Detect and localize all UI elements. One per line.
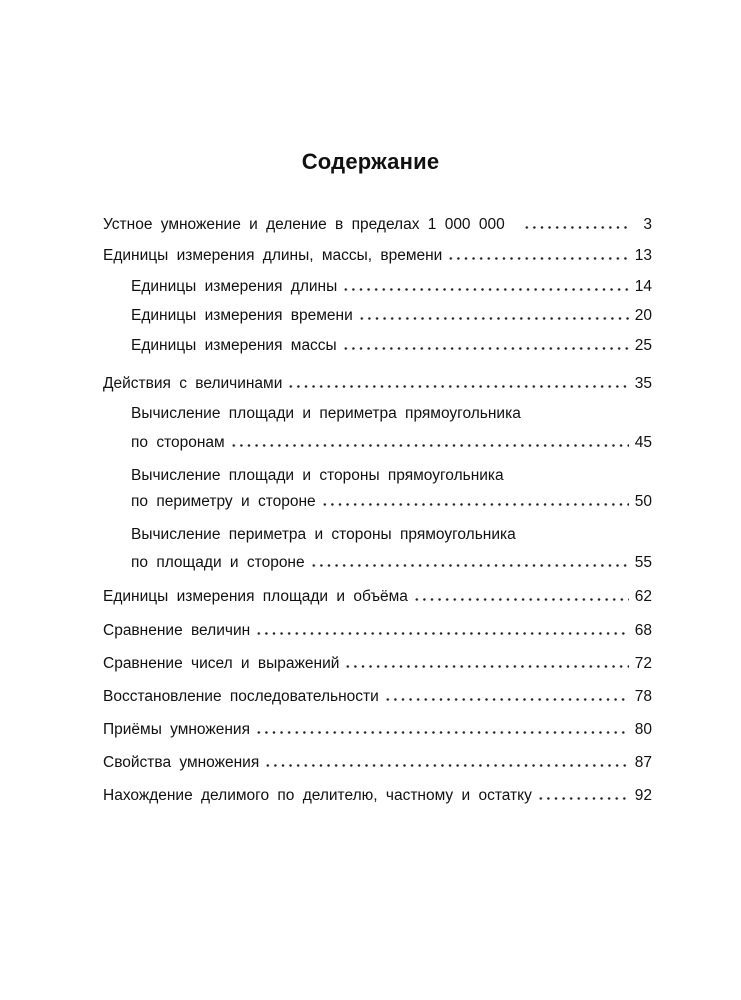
toc-page-number: 50 [634,493,652,510]
dot-leader [255,731,629,734]
dot-leader [358,317,629,320]
toc-entry [103,621,652,641]
toc-entry [103,720,652,740]
toc-subentry [131,433,652,453]
toc-entry [103,246,652,266]
dot-leader [321,503,629,506]
page-title: Содержание [301,149,440,174]
toc-subentry [131,306,652,326]
toc-page-number: 80 [634,721,652,738]
dot-leader [447,257,628,260]
toc-entry-title: Приёмы умножения [103,721,250,738]
toc-entry-title: по сторонам [131,434,225,451]
dot-leader [413,598,629,601]
toc-subentry [131,553,652,573]
toc-entry-title: Единицы измерения площади и объёма [103,588,408,605]
toc-page-number: 92 [634,787,652,804]
toc-entry-title: Единицы измерения времени [131,307,353,324]
toc-page-number: 13 [634,247,652,264]
toc-page-number: 14 [634,278,652,295]
toc-entry [103,215,652,235]
toc-subentry [131,277,652,297]
toc-entry-title: Единицы измерения массы [131,337,337,354]
toc-subentry-title-line: Вычисление площади и стороны прямоугольника [131,467,504,484]
toc-entry-title: Нахождение делимого по делителю, частному и остатку [103,787,532,804]
dot-leader [342,288,629,291]
toc-page-number: 72 [634,655,652,672]
toc-entry-title: Действия с величинами [103,375,283,392]
toc-subentry [131,492,652,512]
toc-page-number: 87 [634,754,652,771]
toc-entry-title: Восстановление последовательности [103,688,379,705]
toc-entry [103,786,652,806]
dot-leader [537,797,629,800]
dot-leader [342,347,629,350]
toc-entry [103,374,652,394]
toc-entry-title: Сравнение чисел и выражений [103,655,340,672]
toc-entry-title: Сравнение величин [103,622,251,639]
toc-page-number: 78 [634,688,652,705]
toc-entry-title: по периметру и стороне [131,493,316,510]
toc-subentry-title-line: Вычисление периметра и стороны прямоугольника [131,526,516,543]
toc-page-number: 35 [634,375,652,392]
dot-leader [287,385,628,388]
dot-leader [523,226,630,229]
toc-entry-title: Единицы измерения длины, массы, времени [103,247,443,264]
toc-subentry [131,336,652,356]
dot-leader [255,632,629,635]
toc-page-number: 55 [634,554,652,571]
dot-leader [264,764,629,767]
dot-leader [384,698,629,701]
toc-page-number: 68 [634,622,652,639]
toc-page-number: 20 [634,307,652,324]
toc-page-number: 62 [634,588,652,605]
toc-entry-title: по площади и стороне [131,554,305,571]
toc-entry-title: Свойства умножения [103,754,260,771]
toc-entry [103,587,652,607]
toc-entry-title: Устное умножение и деление в пределах 1 000 000 [103,216,505,233]
dot-leader [230,444,629,447]
dot-leader [310,564,629,567]
toc-entry-title: Единицы измерения длины [131,278,338,295]
toc-page-number: 25 [634,337,652,354]
toc-page-number: 3 [643,216,652,233]
toc-page-number: 45 [634,434,652,451]
toc-entry [103,687,652,707]
toc-entry [103,654,652,674]
toc-entry [103,753,652,773]
dot-leader [344,665,628,668]
toc-subentry-title-line: Вычисление площади и периметра прямоугольника [131,405,521,422]
